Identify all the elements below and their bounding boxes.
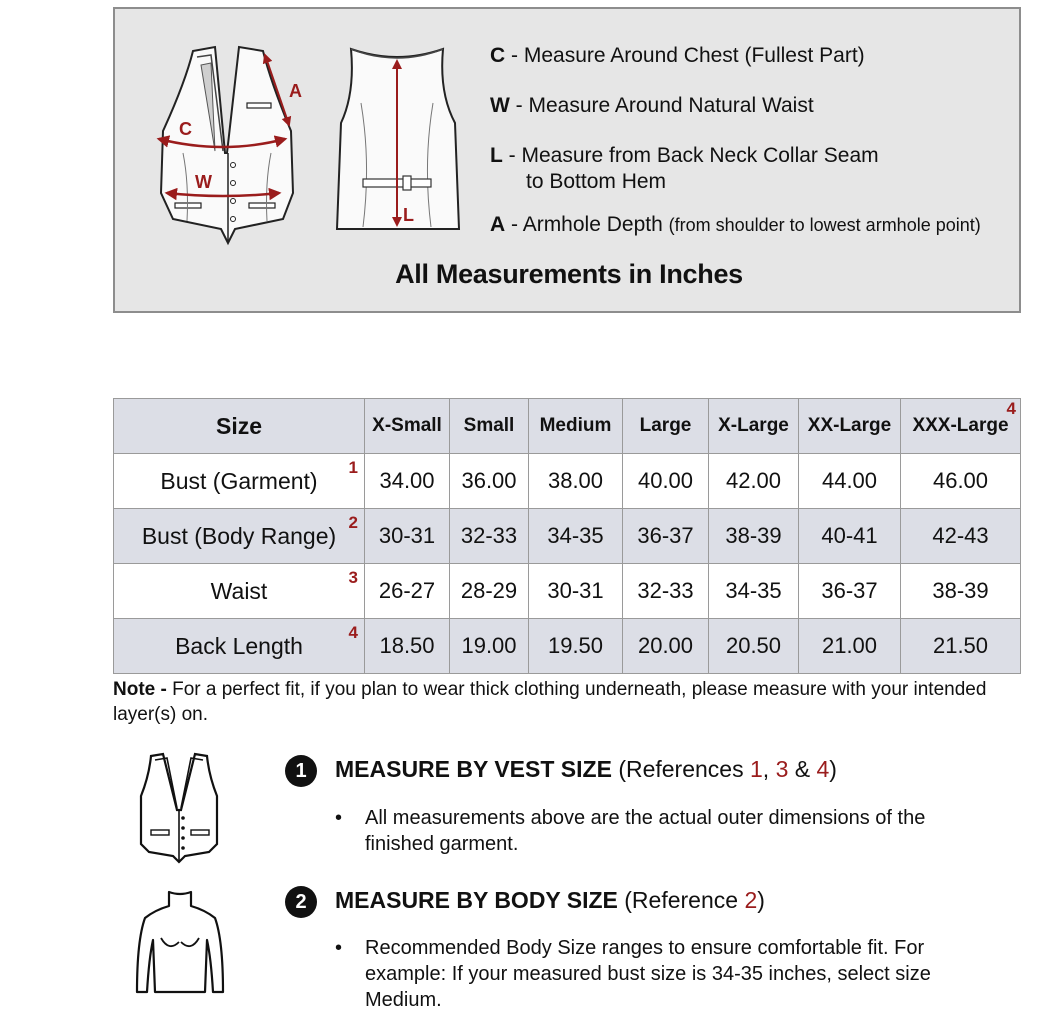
fit-note: [113, 677, 993, 727]
table-cell: 20.00: [623, 619, 709, 674]
row-label: Bust (Body Range) 2: [114, 509, 365, 564]
table-cell: 18.50: [365, 619, 450, 674]
table-cell: 38.00: [529, 454, 623, 509]
bullet-glyph: •: [335, 807, 343, 829]
table-cell: 40-41: [799, 509, 901, 564]
table-cell: 40.00: [623, 454, 709, 509]
label-a: A: [289, 81, 302, 101]
header-size: Small: [450, 399, 529, 454]
reference-number: 1: [749, 756, 763, 782]
header-size: Large: [623, 399, 709, 454]
table-cell: 30-31: [365, 509, 450, 564]
label-w: W: [195, 172, 212, 192]
table-cell: 21.00: [799, 619, 901, 674]
method-1-title: MEASURE BY VEST SIZE (References 1, 3 & 4): [335, 756, 837, 782]
method-1-bullet: • All measurements above are the actual outer dimensions of the finished garment.: [335, 807, 926, 855]
reference-number: 4: [816, 756, 830, 782]
table-cell: 26-27: [365, 564, 450, 619]
header-size: Medium: [529, 399, 623, 454]
legend-length-line2: to Bottom Hem: [526, 170, 667, 193]
header-size: X-Large: [709, 399, 799, 454]
table-cell: 32-33: [450, 509, 529, 564]
note-text: For a perfect fit, if you plan to wear thick clothing underneath, please measure with your intended layer(s) on.: [113, 679, 987, 725]
step-2-badge: 2: [285, 886, 317, 918]
table-cell: 21.50: [901, 619, 1021, 674]
legend-armhole: A - Armhole Depth (from shoulder to lowest armhole point): [490, 213, 981, 236]
table-cell: 38-39: [709, 509, 799, 564]
table-cell: 28-29: [450, 564, 529, 619]
row-label: Back Length 4: [114, 619, 365, 674]
reference-marker: 3: [348, 568, 358, 587]
method-2-bullet: • Recommended Body Size ranges to ensure comfortable fit. For example: If your measured bust size is 34-35 inches, select size Medium.: [335, 937, 931, 1011]
method-2-title: MEASURE BY BODY SIZE (Reference 2): [335, 887, 765, 913]
header-size-label: Size: [114, 399, 365, 454]
table-row: [114, 454, 1021, 509]
label-l: L: [403, 205, 414, 225]
table-cell: 34-35: [529, 509, 623, 564]
reference-marker: 2: [348, 513, 358, 532]
table-cell: 34.00: [365, 454, 450, 509]
table-cell: 32-33: [623, 564, 709, 619]
table-cell: 42.00: [709, 454, 799, 509]
note-label: Note -: [113, 679, 167, 700]
table-cell: 44.00: [799, 454, 901, 509]
step-1-badge: 1: [285, 755, 317, 787]
header-size: XX-Large: [799, 399, 901, 454]
label-c: C: [179, 119, 192, 139]
size-chart-table: [113, 398, 1021, 674]
table-cell: 20.50: [709, 619, 799, 674]
table-cell: 38-39: [901, 564, 1021, 619]
legend-length: L - Measure from Back Neck Collar Seam: [490, 144, 879, 167]
header-size: X-Small: [365, 399, 450, 454]
measurement-diagram-panel: [113, 7, 1021, 313]
units-heading: All Measurements in Inches: [395, 259, 743, 289]
table-cell: 30-31: [529, 564, 623, 619]
table-cell: 36-37: [799, 564, 901, 619]
reference-marker: 1: [348, 458, 358, 477]
legend-chest: C - Measure Around Chest (Fullest Part): [490, 44, 865, 67]
reference-number: 3: [775, 756, 789, 782]
row-label: Bust (Garment) 1: [114, 454, 365, 509]
row-label: Waist 3: [114, 564, 365, 619]
table-row: [114, 564, 1021, 619]
table-cell: 19.50: [529, 619, 623, 674]
table-cell: 36.00: [450, 454, 529, 509]
table-cell: 46.00: [901, 454, 1021, 509]
legend-waist: W - Measure Around Natural Waist: [490, 94, 814, 117]
table-cell: 34-35: [709, 564, 799, 619]
table-row: [114, 619, 1021, 674]
table-row: [114, 509, 1021, 564]
reference-marker: 4: [348, 623, 358, 642]
reference-number: 2: [744, 887, 758, 913]
bullet-glyph: •: [335, 937, 343, 959]
torso-icon: [133, 888, 227, 1000]
header-size-xxx: XXX-Large 4: [901, 399, 1021, 454]
reference-marker: 4: [1006, 399, 1016, 418]
table-cell: 19.00: [450, 619, 529, 674]
vest-back-illustration: [327, 43, 467, 248]
table-cell: 42-43: [901, 509, 1021, 564]
vest-front-illustration: [153, 43, 303, 248]
vest-icon: [137, 752, 221, 864]
table-header-row: [114, 399, 1021, 454]
table-cell: 36-37: [623, 509, 709, 564]
